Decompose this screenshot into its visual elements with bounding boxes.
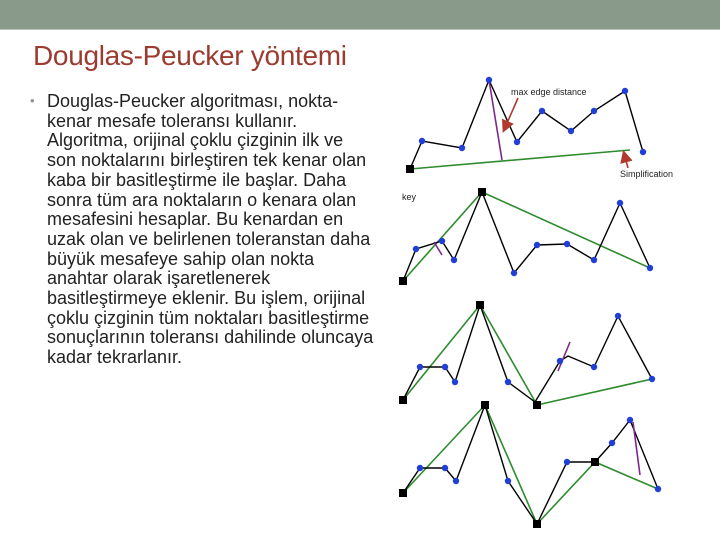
douglas-peucker-diagram	[395, 68, 695, 533]
key-vertex	[591, 458, 599, 466]
key-vertex	[399, 277, 407, 285]
step-4-panel	[399, 401, 661, 528]
vertex	[417, 313, 655, 385]
original-polyline	[403, 405, 658, 524]
bullet-item	[30, 91, 377, 368]
key-vertex	[481, 401, 489, 409]
original-polyline	[403, 192, 650, 281]
step-3-panel	[399, 301, 655, 409]
step-1-panel	[402, 77, 673, 202]
key-vertex	[478, 188, 486, 196]
arrow-to-simplification	[624, 153, 628, 168]
simplification-polyline	[403, 305, 652, 405]
key-vertex	[533, 401, 541, 409]
key-vertex	[399, 489, 407, 497]
slide-title: Douglas-Peucker yöntemi	[33, 40, 347, 71]
key-vertex	[399, 396, 407, 404]
key-vertex	[476, 301, 484, 309]
step-2-panel	[399, 188, 653, 285]
simplification-polyline	[403, 192, 650, 281]
simplification-edge	[410, 150, 630, 169]
max-distance-segment	[489, 80, 502, 160]
max-distance-segment	[633, 422, 640, 475]
simplification-label: Simplification	[620, 169, 674, 179]
key-label: key	[402, 192, 417, 202]
arrow-to-max-distance	[504, 98, 518, 130]
key-vertex	[533, 520, 541, 528]
simplification-polyline	[403, 405, 658, 524]
bullet-icon: •	[30, 93, 35, 108]
key-vertex	[406, 165, 414, 173]
top-divider	[0, 29, 720, 30]
bullet-text: Douglas-Peucker algoritması, nokta-kenar mesafe toleransı kullanır. Algoritma, orijinal çoklu çizginin ilk ve son noktalarını birleştiren tek kenar olan kaba bir basitleştirme ile başlar. Daha sonra tüm ara noktaların o kenara olan mesafesini hesaplar. Bu kenardan en uzak olan ve belirlenen toleranstan daha büyük mesafeye sahip olan nokta anahtar olarak işaretlenerek basitleştirmeye eklenir. Bu işlem, orijinal çoklu çizginin tüm noktaları basitleştirme sonuçlarının toleransı dahilinde oluncaya kadar tekrarlanır.	[47, 91, 374, 368]
top-bar	[0, 0, 720, 29]
max-edge-distance-label: max edge distance	[511, 87, 587, 97]
vertex	[413, 200, 653, 276]
